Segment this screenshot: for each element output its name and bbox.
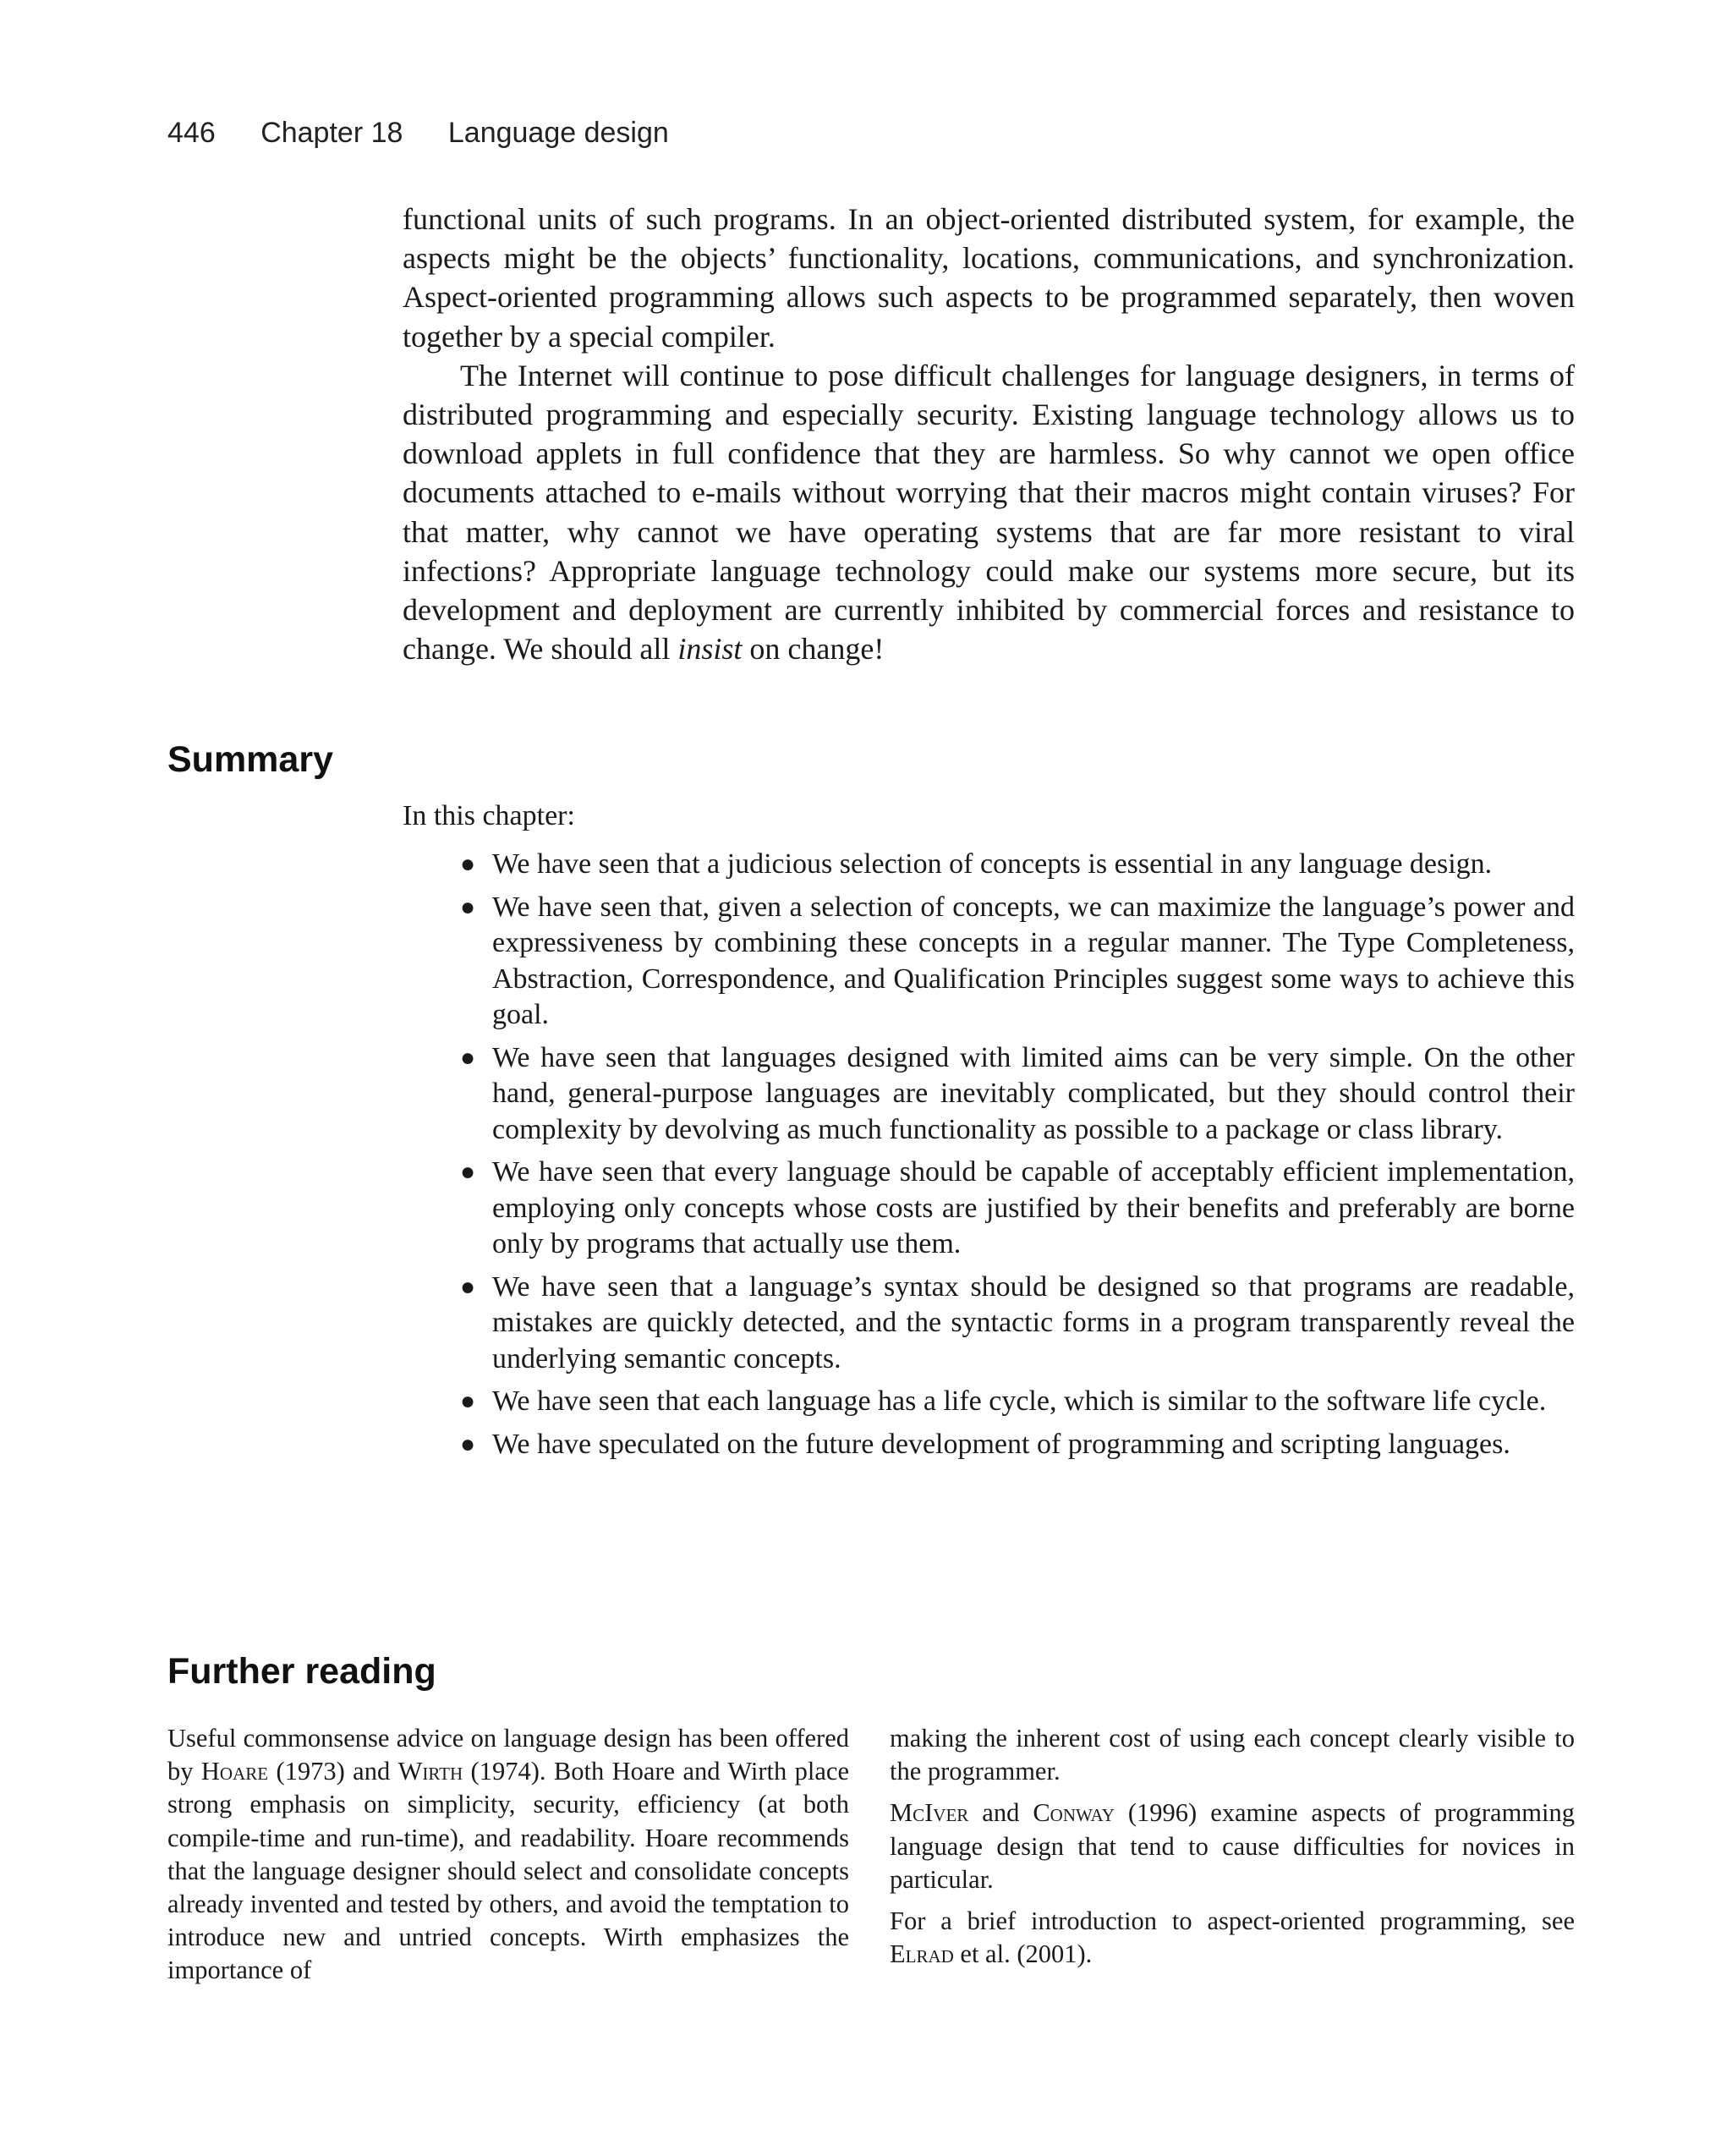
emphasis-insist: insist: [677, 632, 743, 667]
chapter-title: Language design: [447, 117, 669, 149]
summary-item: [457, 1040, 1575, 1149]
body-paragraph-2: [403, 356, 1575, 669]
summary-list: [457, 847, 1575, 1469]
chapter-label: Chapter 18: [260, 117, 403, 149]
summary-intro: In this chapter:: [403, 800, 575, 831]
text-run: (1973) and: [268, 1757, 398, 1786]
citation-wirth: Wirth: [397, 1757, 463, 1786]
text-run: Useful commonsense advice on language design has been offered by: [167, 1724, 849, 1786]
citation-hoare: Hoare: [200, 1757, 269, 1786]
further-reading-left-column: [167, 1722, 849, 1996]
text-run: (1974). Both Hoare and Wirth place strong emphasis on simplicity, security, efficiency (at both compile-time and run-time), and readability. Hoare recommends that the language designer should select and consolidate concepts already invented and tested by others, and avoid the temptation to introduce new and untried concepts. Wirth emphasizes the importance of: [167, 1757, 849, 1985]
summary-item: [457, 847, 1575, 883]
bullet-icon: ●: [460, 1429, 476, 1458]
summary-item: [457, 1155, 1575, 1263]
citation-mciver: McIver: [890, 1798, 969, 1828]
body-paragraph-2-end: on change!: [742, 632, 885, 667]
text-run: and: [968, 1798, 1033, 1828]
summary-item-text: We have seen that, given a selection of concepts, we can maximize the language’s power and expressiveness by combining these concepts in a regular manner. The Type Completeness, Abstraction, Correspondence, and Qualification Principles suggest some ways to achieve this goal.: [492, 891, 1575, 1030]
summary-heading: Summary: [167, 739, 333, 780]
further-reading-heading: Further reading: [167, 1651, 436, 1692]
bullet-icon: ●: [460, 1387, 476, 1415]
summary-item: [457, 1384, 1575, 1420]
citation-conway: Conway: [1033, 1798, 1115, 1828]
bullet-icon: ●: [460, 892, 476, 921]
summary-item-text: We have seen that a language’s syntax should be designed so that programs are readable, mistakes are quickly detected, and the syntactic forms in a program transparently reveal the underlying semantic concepts.: [492, 1270, 1575, 1374]
further-reading-paragraph-1: [167, 1722, 849, 1988]
page-number: 446: [167, 117, 216, 149]
summary-item: [457, 1270, 1575, 1378]
summary-item: [457, 890, 1575, 1034]
body-text: [403, 200, 1575, 668]
bullet-icon: ●: [460, 1043, 476, 1072]
text-run: (1996) examine aspects of programming language design that tend to cause difficulties for novices in particular.: [890, 1798, 1575, 1894]
further-reading-paragraph-1-cont: making the inherent cost of using each concept clearly visible to the programmer.: [890, 1724, 1575, 1786]
text-run: For a brief introduction to aspect-oriented programming, see: [890, 1906, 1575, 1936]
further-reading-right-column: [890, 1722, 1575, 1979]
body-paragraph-1: functional units of such programs. In an object-oriented distributed system, for example, the aspects might be the objects’ functionality, locations, communications, and synchronization. Aspect-oriented programming allows such aspects to be programmed separately, then woven together by a special compiler.: [403, 202, 1575, 354]
running-head: [167, 117, 669, 150]
summary-item-text: We have seen that languages designed with limited aims can be very simple. On the other hand, general-purpose languages are inevitably complicated, but they should control their complexity by devolving as much functionality as possible to a package or class library.: [492, 1041, 1575, 1145]
bullet-icon: ●: [460, 850, 476, 878]
further-reading-paragraph-3: [890, 1905, 1575, 1971]
summary-item-text: We have seen that every language should be capable of acceptably efficient implementation, employing only concepts whose costs are justified by their benefits and preferably are borne only by programs that actually use them.: [492, 1156, 1575, 1259]
citation-elrad: Elrad: [890, 1939, 954, 1969]
bullet-icon: ●: [460, 1272, 476, 1301]
text-run: et al. (2001).: [953, 1939, 1093, 1969]
body-paragraph-2-start: The Internet will continue to pose difficult challenges for language designers, in terms of distributed programming and especially security. Existing language technology allows us to download applets in full confidence that they are harmless. So why cannot we open office documents attached to e-mails without worrying that their macros might contain viruses? For that matter, why cannot we have operating systems that are far more resistant to viral infections? Appropriate language technology could make our systems more secure, but its development and deployment are currently inhibited by commercial forces and resistance to change. We should all: [403, 358, 1575, 667]
further-reading-paragraph-2: [890, 1797, 1575, 1896]
summary-item-text: We have seen that a judicious selection of concepts is essential in any language design.: [492, 848, 1493, 880]
summary-item-text: We have speculated on the future development of programming and scripting languages.: [492, 1428, 1510, 1460]
bullet-icon: ●: [460, 1158, 476, 1186]
summary-item: [457, 1427, 1575, 1463]
summary-item-text: We have seen that each language has a life cycle, which is similar to the software life cycle.: [492, 1385, 1547, 1417]
